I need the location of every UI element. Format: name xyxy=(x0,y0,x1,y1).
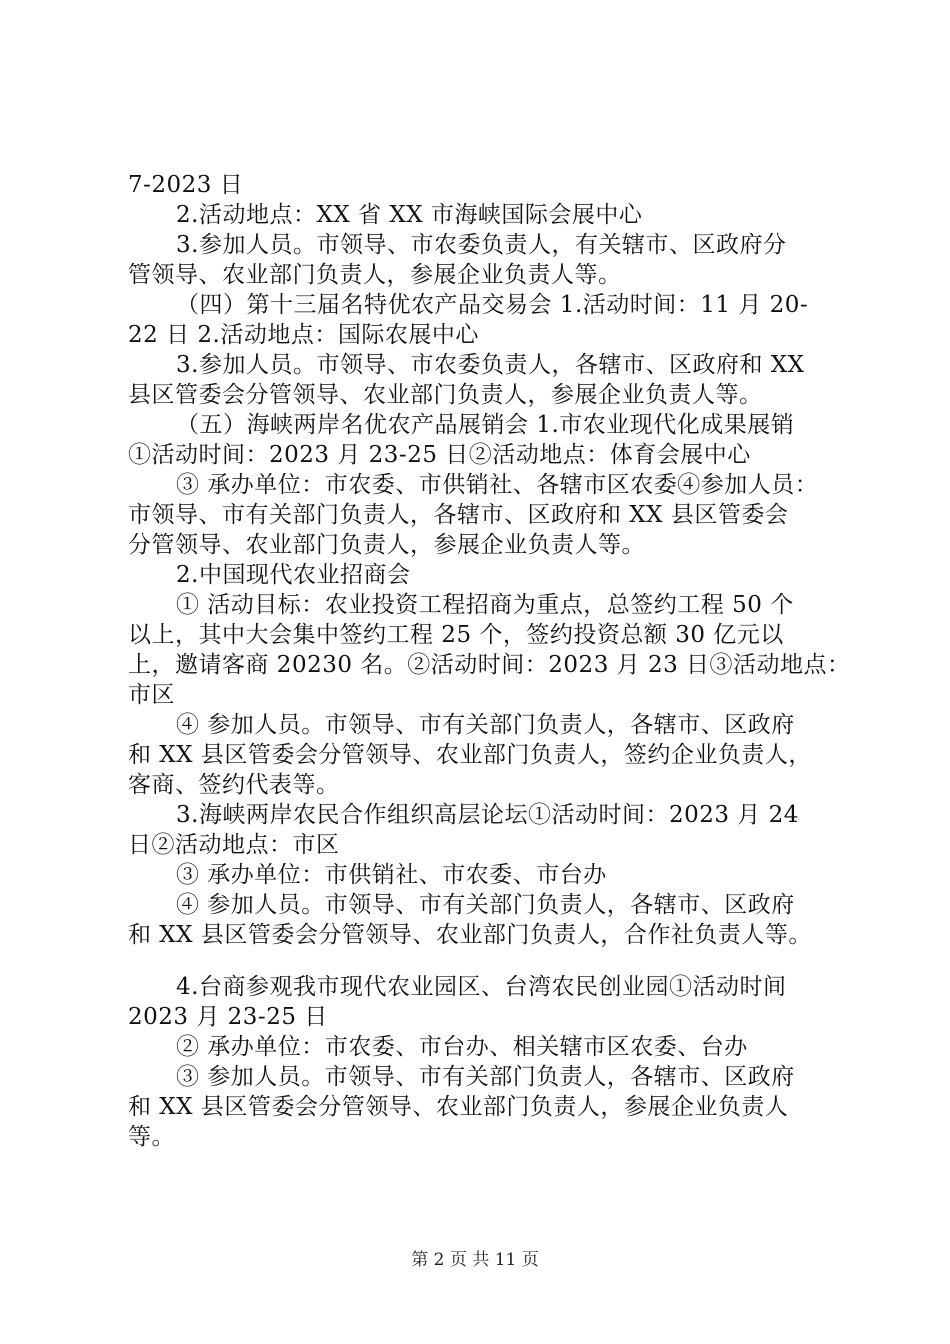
text-line: （五）海峡两岸名优农产品展销会 1.市农业现代化成果展销 xyxy=(176,412,795,438)
text-line: 22 日 2.活动地点：国际农展中心 xyxy=(128,322,479,348)
paragraph-gap xyxy=(128,950,840,972)
document-body xyxy=(128,170,851,1158)
text-line: 和 XX 县区管委会分管领导、农业部门负责人，签约企业负责人， xyxy=(128,742,812,768)
text-line: 分管领导、农业部门负责人，参展企业负责人等。 xyxy=(128,532,645,558)
text-line: 3.海峡两岸农民合作组织高层论坛①活动时间：2023 月 24 xyxy=(176,802,799,828)
text-line: 和 XX 县区管委会分管领导、农业部门负责人，参展企业负责人 xyxy=(128,1094,789,1120)
text-line: ③ 承办单位：市农委、市供销社、各辖市区农委④参加人员： xyxy=(176,472,819,498)
text-line: 4.台商参观我市现代农业园区、台湾农民创业园①活动时间 xyxy=(176,974,787,1000)
text-line: ①活动时间：2023 月 23-25 日②活动地点：体育会展中心 xyxy=(128,442,751,468)
text-line: 和 XX 县区管委会分管领导、农业部门负责人，合作社负责人等。 xyxy=(128,922,812,948)
text-line: ② 承办单位：市农委、市台办、相关辖市区农委、台办 xyxy=(176,1034,748,1060)
text-line: 上，邀请客商 20230 名。②活动时间：2023 月 23 日③活动地点： xyxy=(128,652,851,678)
text-line: 日②活动地点：市区 xyxy=(128,832,340,858)
text-line: 等。 xyxy=(128,1124,175,1150)
text-line: ④ 参加人员。市领导、市有关部门负责人，各辖市、区政府 xyxy=(176,712,795,738)
text-line: 7-2023 日 xyxy=(128,172,244,198)
text-line: （四）第十三届名特优农产品交易会 1.活动时间：11 月 20- xyxy=(176,292,809,318)
text-line: ③ 承办单位：市供销社、市农委、市台办 xyxy=(176,862,607,888)
document-text-block xyxy=(128,170,851,1152)
text-line: 市区 xyxy=(128,682,175,708)
text-line: 客商、签约代表等。 xyxy=(128,772,340,798)
text-line: 3.参加人员。市领导、市农委负责人，各辖市、区政府和 XX xyxy=(176,352,805,378)
text-line: 市领导、市有关部门负责人，各辖市、区政府和 XX 县区管委会 xyxy=(128,502,789,528)
text-line: ③ 参加人员。市领导、市有关部门负责人，各辖市、区政府 xyxy=(176,1064,795,1090)
page-footer xyxy=(0,1245,950,1270)
text-line: 3.参加人员。市领导、市农委负责人，有关辖市、区政府分 xyxy=(176,232,787,258)
page-number: 第 2 页 共 11 页 xyxy=(411,1250,539,1270)
text-line: 县区管委会分管领导、农业部门负责人，参展企业负责人等。 xyxy=(128,382,763,408)
text-line: 管领导、农业部门负责人，参展企业负责人等。 xyxy=(128,262,622,288)
text-line: 2.活动地点：XX 省 XX 市海峡国际会展中心 xyxy=(176,202,643,228)
text-line: 以上，其中大会集中签约工程 25 个，签约投资总额 30 亿元以 xyxy=(128,622,784,648)
text-line: ④ 参加人员。市领导、市有关部门负责人，各辖市、区政府 xyxy=(176,892,795,918)
text-line: 2.中国现代农业招商会 xyxy=(176,562,411,588)
text-line: 2023 月 23-25 日 xyxy=(128,1004,328,1030)
text-line: ① 活动目标：农业投资工程招商为重点，总签约工程 50 个 xyxy=(176,592,794,618)
